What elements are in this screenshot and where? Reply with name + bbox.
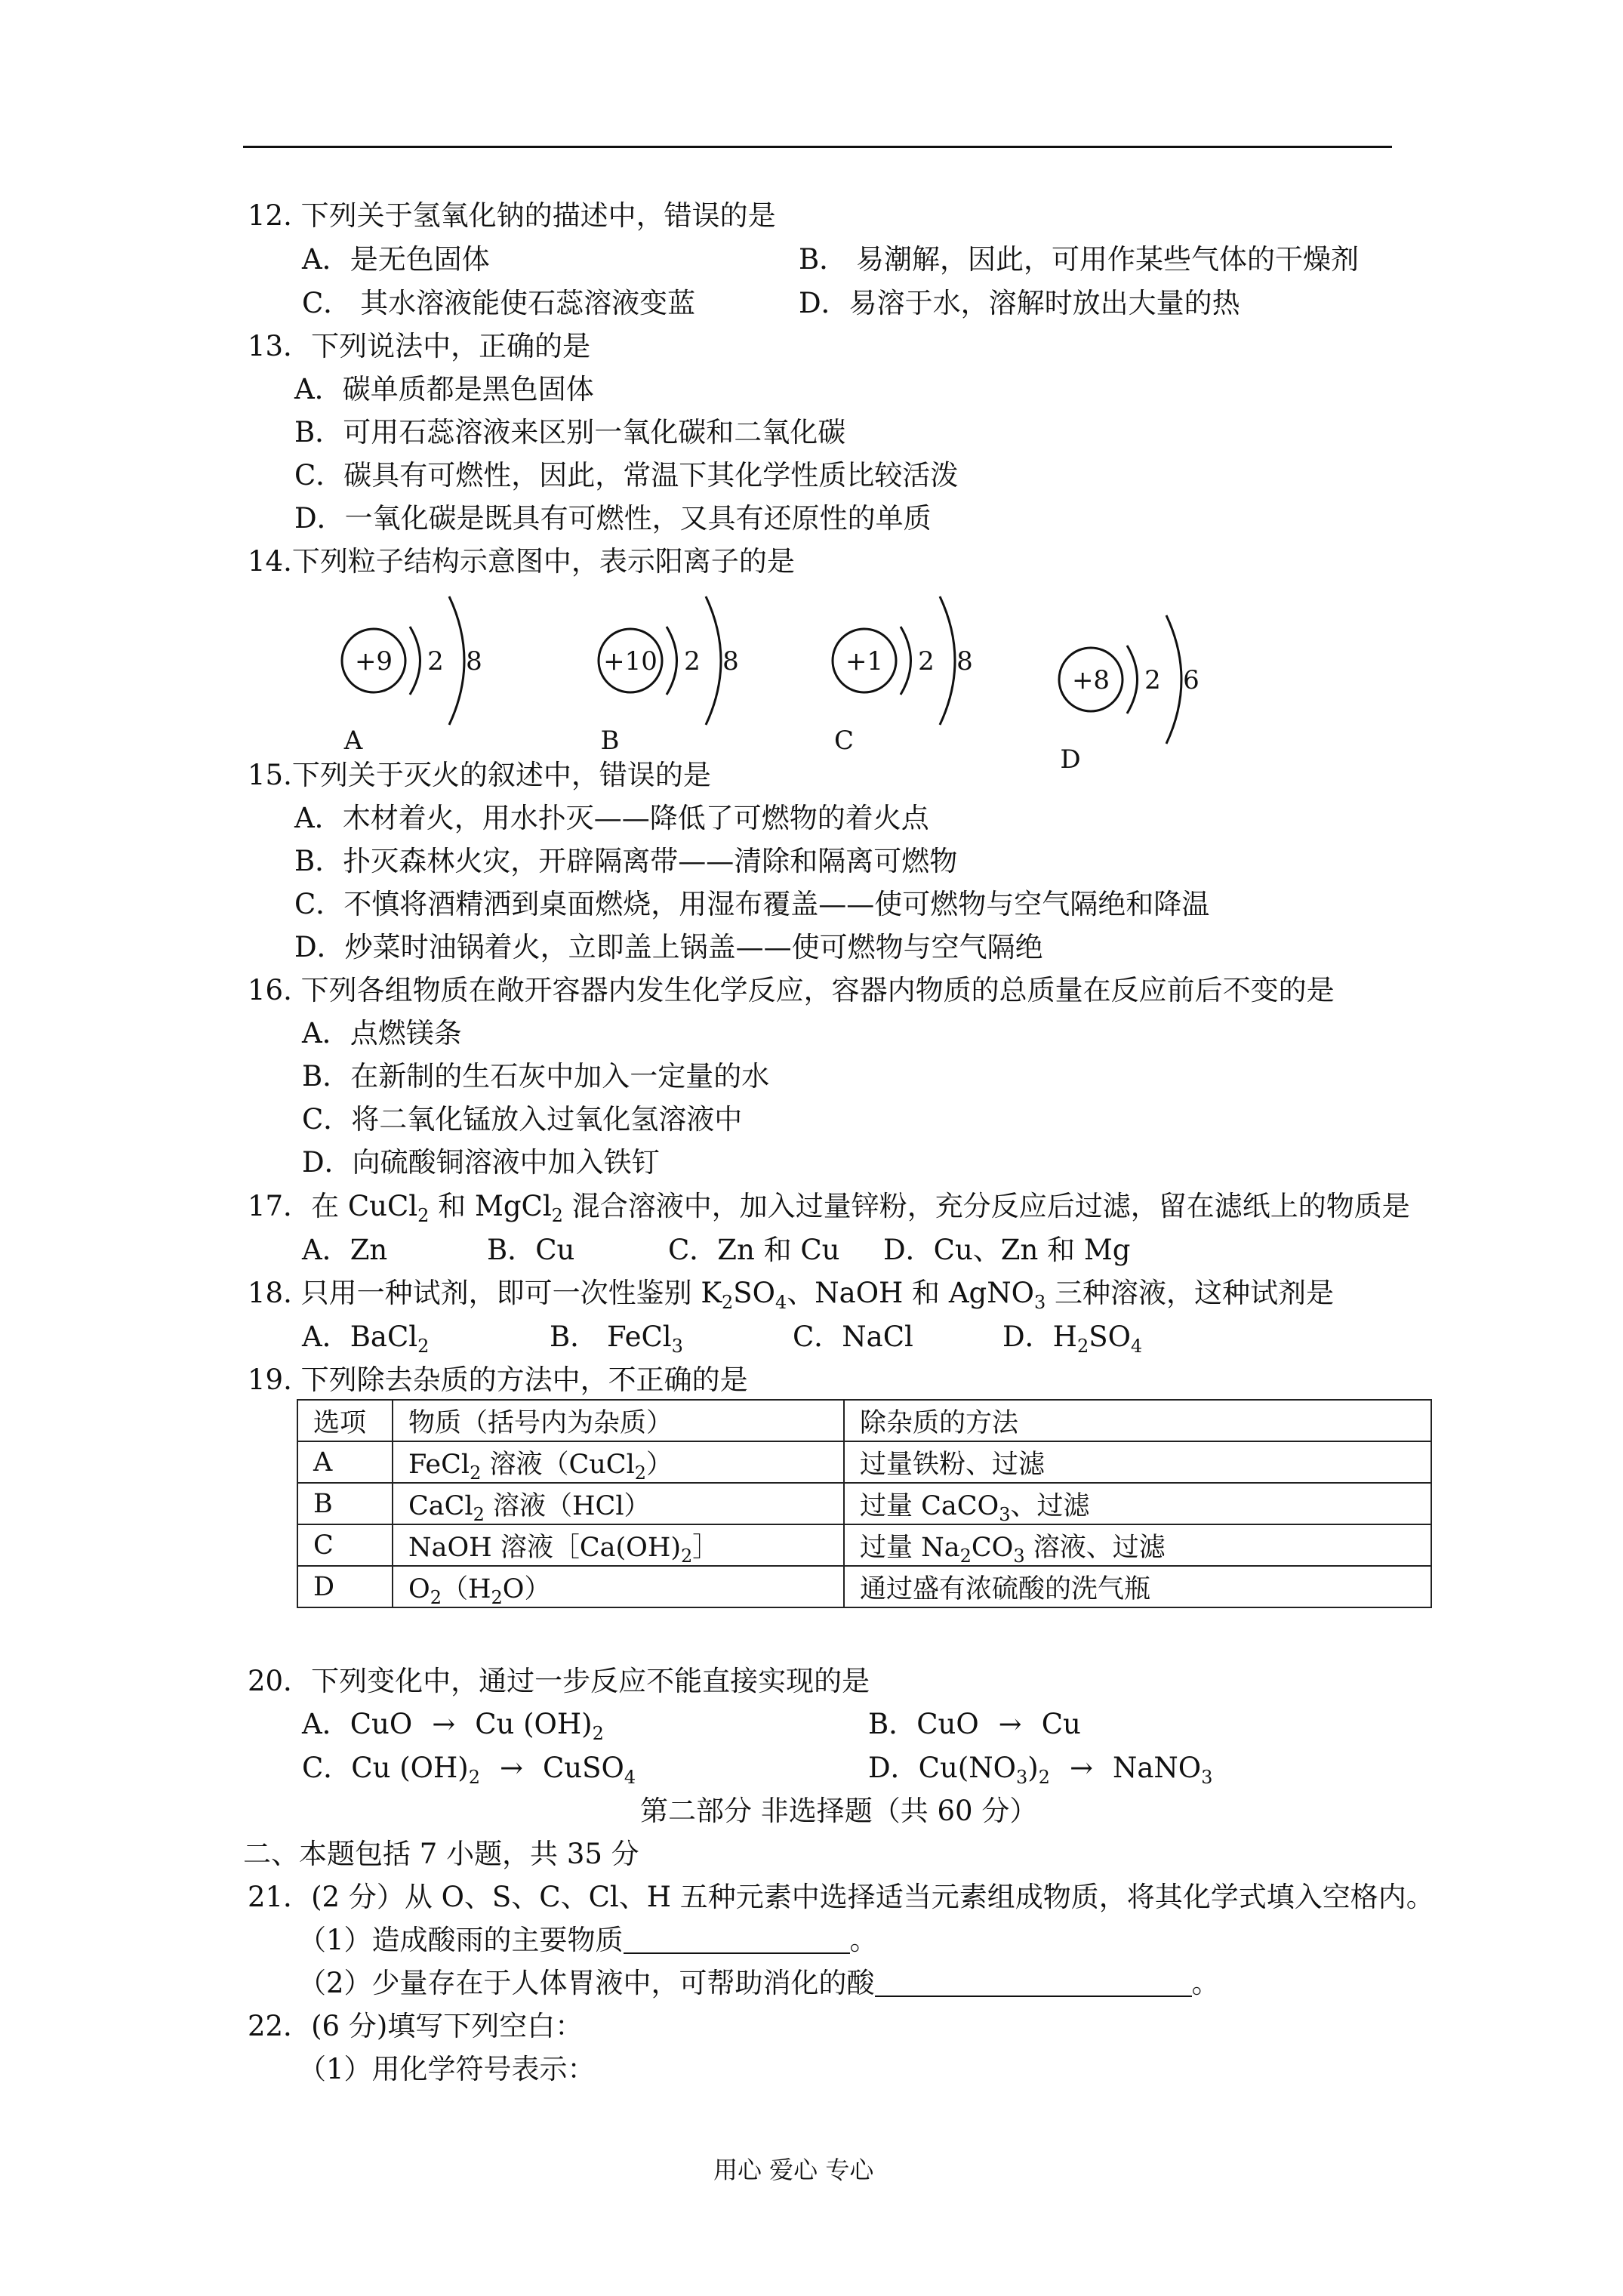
shell-electron-count: 8 (956, 646, 973, 676)
table-cell-option: D (297, 1566, 393, 1607)
q18-stem: 18. 只用一种试剂，即可一次性鉴别 $K_2SO_4$、NaOH 和 AgNO$_3$ 三种溶液，这种试剂是 (248, 1277, 1334, 1313)
diagram-label: A (343, 726, 363, 756)
table-header-row (297, 1400, 1431, 1441)
q16-option-d: D．向硫酸铜溶液中加入铁钉 (302, 1146, 660, 1179)
nucleus-charge: +8 (1071, 665, 1110, 695)
q15-option-b: B．扑灭森林火灾，开辟隔离带——清除和隔离可燃物 (294, 845, 958, 877)
table-row (297, 1524, 1431, 1566)
q15-stem: 15.下列关于灭火的叙述中，错误的是 (248, 759, 711, 791)
table-cell-substance: CaCl$_2$ 溶液（HCl） (393, 1483, 844, 1524)
q17-stem: 17．在 CuCl$_2$ 和 MgCl$_2$ 混合溶液中，加入过量锌粉，充分反应后过滤，留在滤纸上的物质是 (248, 1190, 1410, 1226)
q18-option-b: B． FeCl$_3$ (550, 1321, 683, 1357)
particle-diagram-C (833, 596, 973, 756)
table-cell-substance: NaOH 溶液$[Ca(OH)_2]$ (393, 1524, 844, 1566)
table-cell-substance: FeCl$_2$ 溶液（CuCl$_2$） (393, 1441, 844, 1483)
q12-option-b: B． 易潮解，因此，可用作某些气体的干燥剂 (799, 243, 1359, 276)
q12-option-d: D．易溶于水，溶解时放出大量的热 (799, 287, 1240, 319)
q17-option-b: B．Cu (487, 1234, 575, 1266)
q19-table (297, 1399, 1432, 1608)
q13-option-b: B．可用石蕊溶液来区别一氧化碳和二氧化碳 (294, 416, 846, 448)
table-cell-option: A (297, 1441, 393, 1483)
table-cell-method: 过量 $Na_2CO_3$ 溶液、过滤 (844, 1524, 1431, 1566)
diagram-label: D (1060, 744, 1081, 775)
particle-diagram-D (1059, 615, 1200, 775)
q16-option-b: B．在新制的生石灰中加入一定量的水 (302, 1060, 770, 1093)
q12-option-a: A．是无色固体 (302, 243, 490, 276)
q14-stem: 14.下列粒子结构示意图中，表示阳离子的是 (248, 545, 795, 578)
q21-item-1: （1）造成酸雨的主要物质 。 (298, 1924, 878, 1956)
electron-shell-arc (940, 596, 955, 725)
answer-blank[interactable] (624, 1927, 850, 1954)
q14-particle-diagrams (325, 581, 1306, 775)
table-cell-method: 过量铁粉、过滤 (844, 1441, 1431, 1483)
q20-stem: 20．下列变化中，通过一步反应不能直接实现的是 (248, 1665, 870, 1697)
arrow-icon: → (432, 1708, 456, 1740)
part-two-heading: 第二部分 非选择题（共 60 分） (640, 1795, 1038, 1827)
table-row (297, 1441, 1431, 1483)
q18-option-c: C．NaCl (793, 1321, 913, 1353)
shell-electron-count: 6 (1183, 665, 1200, 695)
page-footer: 用心 爱心 专心 (713, 2156, 874, 2184)
q16-stem: 16. 下列各组物质在敞开容器内发生化学反应，容器内物质的总质量在反应前后不变的是 (248, 974, 1335, 1006)
q20-option-a: A．CuO → Cu $(OH)_2$ (302, 1708, 604, 1744)
particle-diagram-B (599, 596, 739, 756)
electron-shell-arc (706, 596, 721, 725)
q16-option-c: C．将二氧化锰放入过氧化氢溶液中 (302, 1103, 743, 1136)
q17-option-d: D．Cu、Zn 和 Mg (883, 1234, 1131, 1266)
arrow-icon: → (998, 1708, 1022, 1740)
q15-option-a: A．木材着火，用水扑灭——降低了可燃物的着火点 (294, 802, 929, 834)
electron-shell-arc (1166, 615, 1181, 744)
answer-blank[interactable] (875, 1970, 1192, 1997)
q12-option-c: C． 其水溶液能使石蕊溶液变蓝 (302, 287, 696, 319)
shell-electron-count: 2 (684, 646, 701, 676)
q13-option-a: A．碳单质都是黑色固体 (294, 373, 594, 405)
diagram-label: B (600, 726, 620, 756)
q21-stem: 21．(2 分）从 O、S、C、Cl、H 五种元素中选择适当元素组成物质，将其化学式填入空格内。 (248, 1881, 1434, 1913)
q20-option-c: C．Cu $(OH)_2$ → CuSO$_4$ (302, 1752, 636, 1788)
table-header-cell: 选项 (297, 1400, 393, 1441)
q17-option-c: C．Zn 和 Cu (668, 1234, 840, 1266)
shell-electron-count: 2 (1144, 665, 1161, 695)
q17-option-a: A．Zn (302, 1234, 388, 1266)
q20-option-d: D．$Cu(NO_3)_2$ → NaNO$_3$ (868, 1752, 1213, 1788)
electron-shell-arc (901, 627, 911, 695)
arrow-icon: → (1069, 1752, 1093, 1784)
shell-electron-count: 8 (722, 646, 739, 676)
q15-option-c: C．不慎将酒精洒到桌面燃烧，用湿布覆盖——使可燃物与空气隔绝和降温 (294, 888, 1210, 920)
electron-shell-arc (667, 627, 677, 695)
q13-option-d: D．一氧化碳是既具有可燃性，又具有还原性的单质 (294, 502, 932, 535)
electron-shell-arc (410, 627, 420, 695)
nucleus-charge: +10 (603, 646, 658, 676)
electron-shell-arc (449, 596, 464, 725)
shell-electron-count: 2 (918, 646, 935, 676)
q20-option-b: B．CuO → Cu (868, 1708, 1081, 1740)
table-cell-option: C (297, 1524, 393, 1566)
q16-option-a: A．点燃镁条 (302, 1017, 462, 1049)
q13-stem: 13．下列说法中，正确的是 (248, 330, 591, 362)
q21-item-2: （2）少量存在于人体胃液中，可帮助消化的酸 。 (298, 1967, 1220, 1999)
table-cell-substance: $O_2(H_2O)$ (393, 1566, 844, 1607)
q15-option-d: D．炒菜时油锅着火，立即盖上锅盖——使可燃物与空气隔绝 (294, 931, 1043, 963)
q12-stem: 12. 下列关于氢氧化钠的描述中，错误的是 (248, 199, 776, 232)
section-heading: 二、本题包括 7 小题，共 35 分 (243, 1838, 639, 1870)
q19-stem: 19. 下列除去杂质的方法中，不正确的是 (248, 1364, 748, 1396)
q22-item-1: （1）用化学符号表示： (298, 2053, 596, 2085)
table-cell-method: 通过盛有浓硫酸的洗气瓶 (844, 1566, 1431, 1607)
particle-diagram-A (342, 596, 482, 756)
q22-stem: 22．(6 分)填写下列空白： (248, 2010, 584, 2042)
q18-option-d: D．$H_2SO_4$ (1002, 1321, 1143, 1357)
shell-electron-count: 8 (466, 646, 482, 676)
table-row (297, 1483, 1431, 1524)
arrow-icon: → (499, 1752, 523, 1784)
nucleus-charge: +9 (354, 646, 393, 676)
table-header-cell: 除杂质的方法 (844, 1400, 1431, 1441)
table-cell-option: B (297, 1483, 393, 1524)
shell-electron-count: 2 (427, 646, 444, 676)
diagram-label: C (833, 726, 855, 756)
q13-option-c: C．碳具有可燃性，因此，常温下其化学性质比较活泼 (294, 459, 959, 492)
nucleus-charge: +1 (845, 646, 884, 676)
table-header-cell: 物质（括号内为杂质） (393, 1400, 844, 1441)
header-rule (243, 146, 1392, 148)
electron-shell-arc (1127, 646, 1138, 713)
table-row (297, 1566, 1431, 1607)
table-cell-method: 过量 CaCO$_3$、过滤 (844, 1483, 1431, 1524)
q18-option-a: A．BaCl$_2$ (302, 1321, 430, 1357)
